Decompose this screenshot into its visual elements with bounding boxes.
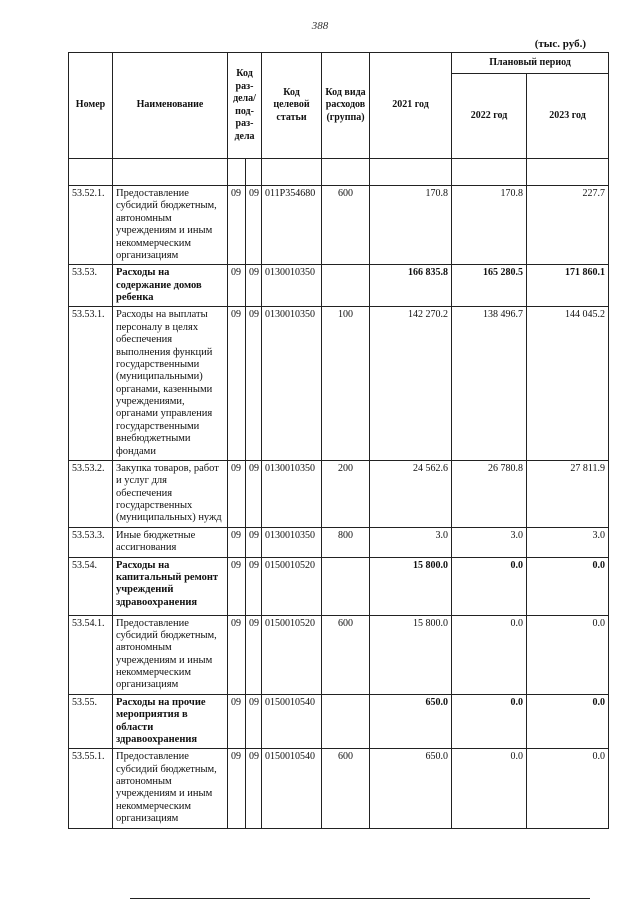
- header-number: Номер: [69, 53, 113, 159]
- row-amount-2023: 227.7: [527, 186, 609, 265]
- table-row: [69, 460, 609, 527]
- header-name: Наименование: [113, 53, 228, 159]
- header-year-2021: 2021 год: [370, 53, 452, 159]
- row-subsection-code: 09: [246, 460, 262, 527]
- row-section-code: 09: [228, 307, 246, 461]
- row-number: 53.53.3.: [69, 527, 113, 557]
- row-amount-2023: 0.0: [527, 694, 609, 749]
- row-subsection-code: 09: [246, 749, 262, 828]
- row-name: Закупка товаров, работ и услуг для обеспечения государственных (муниципальных) нужд: [113, 460, 228, 527]
- row-subsection-code: 09: [246, 615, 262, 694]
- row-number: 53.54.: [69, 557, 113, 615]
- row-expense-kind: 600: [322, 615, 370, 694]
- table-body: [69, 186, 609, 829]
- row-subsection-code: 09: [246, 186, 262, 265]
- row-target-code: 0150010520: [262, 615, 322, 694]
- row-amount-2023: 0.0: [527, 557, 609, 615]
- row-amount-2021: 15 800.0: [370, 615, 452, 694]
- row-amount-2023: 144 045.2: [527, 307, 609, 461]
- row-target-code: 0130010350: [262, 527, 322, 557]
- units-label: (тыс. руб.): [534, 38, 586, 50]
- row-section-code: 09: [228, 460, 246, 527]
- row-target-code: 0150010520: [262, 557, 322, 615]
- row-section-code: 09: [228, 749, 246, 828]
- row-name: Расходы на капитальный ремонт учреждений здравоохранения: [113, 557, 228, 615]
- row-expense-kind: [322, 694, 370, 749]
- table-row: [69, 749, 609, 828]
- row-target-code: 0150010540: [262, 749, 322, 828]
- row-name: Расходы на содержание домов ребенка: [113, 265, 228, 307]
- row-subsection-code: 09: [246, 265, 262, 307]
- header-year-2023: 2023 год: [527, 74, 609, 159]
- header-year-2022: 2022 год: [452, 74, 527, 159]
- row-expense-kind: 100: [322, 307, 370, 461]
- header-expense-kind: Код вида расходов (группа): [322, 53, 370, 159]
- page-number: 388: [311, 20, 329, 32]
- row-number: 53.55.1.: [69, 749, 113, 828]
- row-section-code: 09: [228, 265, 246, 307]
- row-section-code: 09: [228, 694, 246, 749]
- row-name: Расходы на выплаты персоналу в целях обеспечения выполнения функций государственными (муниципальными) органами, казенными учреждениями, органами управления государственными внебюджетными фондами: [113, 307, 228, 461]
- row-section-code: 09: [228, 557, 246, 615]
- row-amount-2023: 3.0: [527, 527, 609, 557]
- table-row: [69, 694, 609, 749]
- row-amount-2022: 0.0: [452, 694, 527, 749]
- row-amount-2021: 650.0: [370, 749, 452, 828]
- row-name: Иные бюджетные ассигнования: [113, 527, 228, 557]
- row-expense-kind: [322, 265, 370, 307]
- row-number: 53.53.: [69, 265, 113, 307]
- row-amount-2021: 3.0: [370, 527, 452, 557]
- table-row: [69, 307, 609, 461]
- row-section-code: 09: [228, 186, 246, 265]
- row-target-code: 011Р354680: [262, 186, 322, 265]
- row-amount-2021: 166 835.8: [370, 265, 452, 307]
- row-amount-2023: 0.0: [527, 615, 609, 694]
- row-subsection-code: 09: [246, 307, 262, 461]
- row-amount-2021: 170.8: [370, 186, 452, 265]
- row-amount-2022: 0.0: [452, 749, 527, 828]
- row-number: 53.52.1.: [69, 186, 113, 265]
- row-amount-2023: 171 860.1: [527, 265, 609, 307]
- row-target-code: 0150010540: [262, 694, 322, 749]
- row-name: Предоставление субсидий бюджетным, автономным учреждениям и иным некоммерческим организациям: [113, 615, 228, 694]
- table-row: [69, 557, 609, 615]
- row-section-code: 09: [228, 527, 246, 557]
- header-target-code: Код целевой статьи: [262, 53, 322, 159]
- row-amount-2022: 170.8: [452, 186, 527, 265]
- row-amount-2022: 0.0: [452, 557, 527, 615]
- row-target-code: 0130010350: [262, 307, 322, 461]
- row-amount-2022: 165 280.5: [452, 265, 527, 307]
- row-amount-2023: 0.0: [527, 749, 609, 828]
- row-expense-kind: 200: [322, 460, 370, 527]
- row-amount-2021: 24 562.6: [370, 460, 452, 527]
- row-amount-2021: 142 270.2: [370, 307, 452, 461]
- row-expense-kind: 600: [322, 749, 370, 828]
- row-amount-2021: 650.0: [370, 694, 452, 749]
- row-expense-kind: [322, 557, 370, 615]
- row-subsection-code: 09: [246, 557, 262, 615]
- row-name: Расходы на прочие мероприятия в области здравоохранения: [113, 694, 228, 749]
- row-amount-2022: 3.0: [452, 527, 527, 557]
- row-number: 53.55.: [69, 694, 113, 749]
- header-section-code: Код раз-дела/ под-раз-дела: [228, 53, 262, 159]
- table-header-row: [69, 53, 609, 74]
- bottom-rule: [130, 898, 590, 899]
- table-row: [69, 527, 609, 557]
- row-amount-2023: 27 811.9: [527, 460, 609, 527]
- row-amount-2022: 0.0: [452, 615, 527, 694]
- row-expense-kind: 800: [322, 527, 370, 557]
- row-name: Предоставление субсидий бюджетным, автономным учреждениям и иным некоммерческим организациям: [113, 749, 228, 828]
- row-subsection-code: 09: [246, 527, 262, 557]
- table-row: [69, 265, 609, 307]
- row-amount-2022: 26 780.8: [452, 460, 527, 527]
- row-expense-kind: 600: [322, 186, 370, 265]
- row-target-code: 0130010350: [262, 460, 322, 527]
- row-amount-2022: 138 496.7: [452, 307, 527, 461]
- row-section-code: 09: [228, 615, 246, 694]
- row-target-code: 0130010350: [262, 265, 322, 307]
- row-amount-2021: 15 800.0: [370, 557, 452, 615]
- row-number: 53.53.2.: [69, 460, 113, 527]
- row-number: 53.54.1.: [69, 615, 113, 694]
- budget-table: [68, 52, 609, 829]
- table-row: [69, 186, 609, 265]
- header-gap-row: [69, 159, 609, 186]
- row-number: 53.53.1.: [69, 307, 113, 461]
- row-subsection-code: 09: [246, 694, 262, 749]
- row-name: Предоставление субсидий бюджетным, автономным учреждениям и иным некоммерческим организациям: [113, 186, 228, 265]
- table-row: [69, 615, 609, 694]
- header-planned-period: Плановый период: [452, 53, 609, 74]
